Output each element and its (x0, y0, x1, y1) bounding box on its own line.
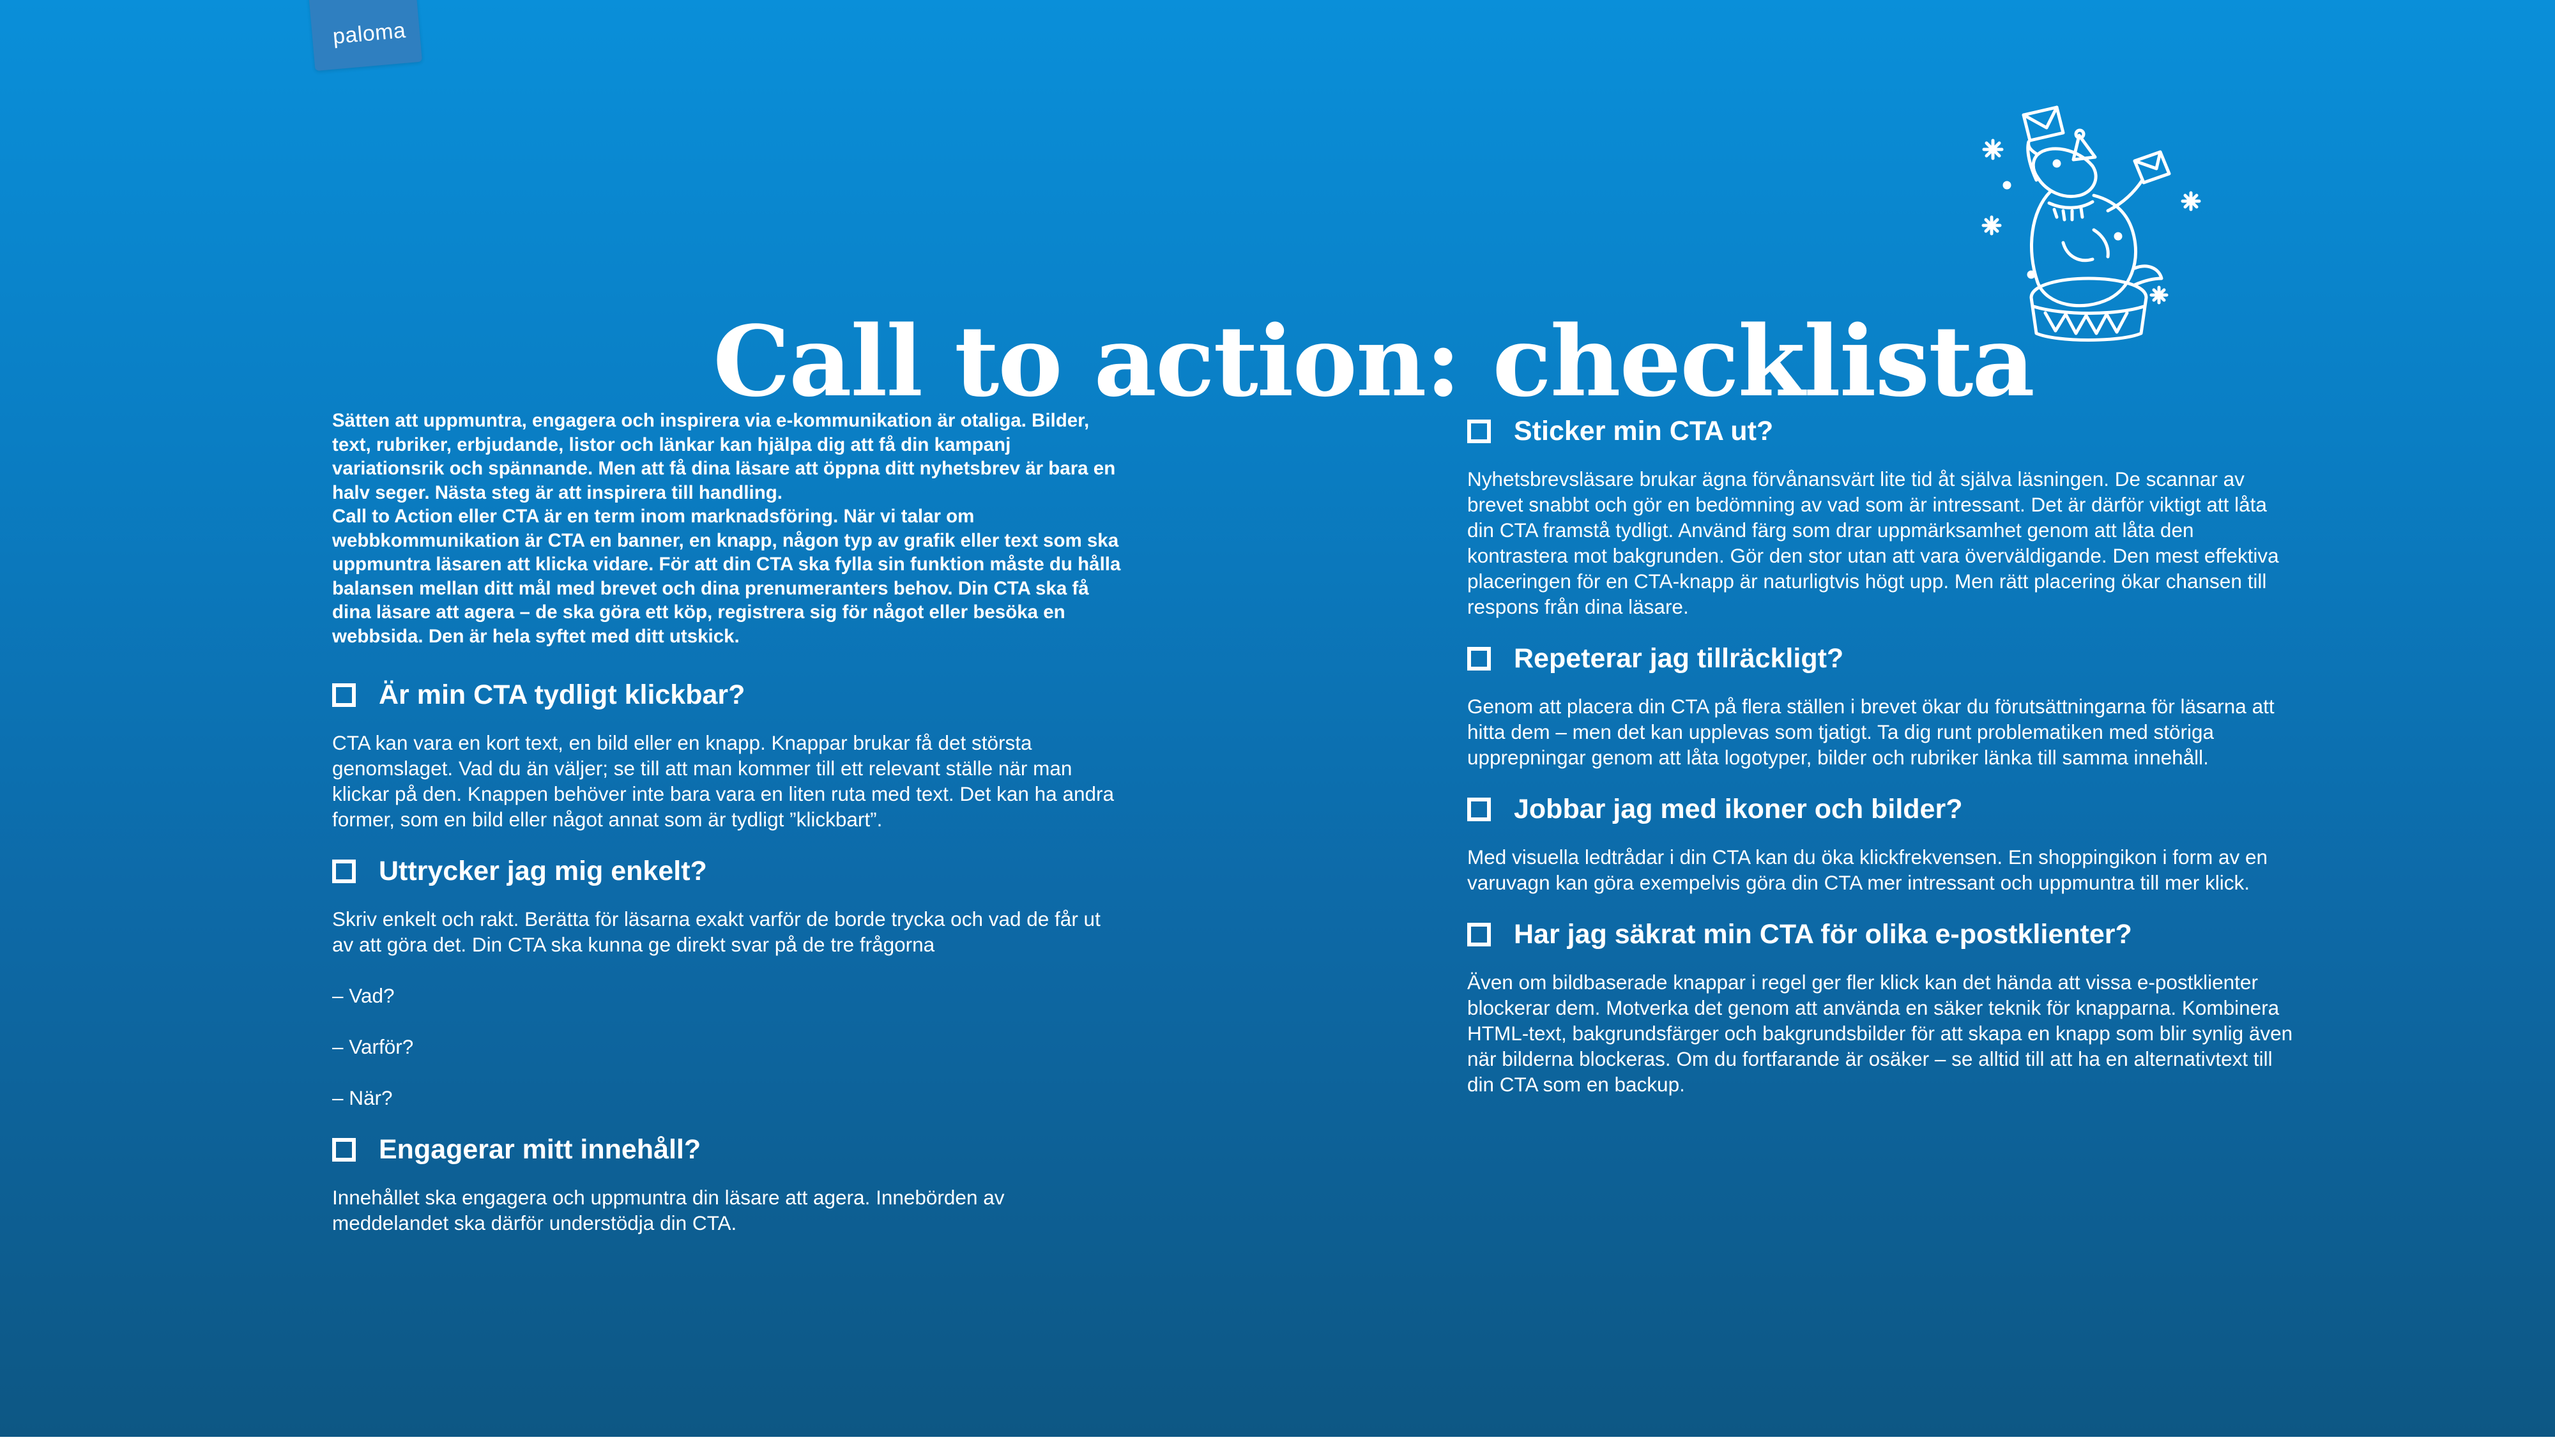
seal-mascot-icon (1967, 96, 2210, 345)
intro-paragraph: Call to Action eller CTA är en term inom marknadsföring. När vi talar om webbkommunikation är CTA en banner, en knapp, någon typ av grafik eller text som ska uppmuntra läsaren att klicka vidare. För att din CTA ska fylla sin funktion måste du hålla balansen mellan ditt mål med brevet och dina prenumeranters behov. Din CTA ska få dina läsare att agera – de ska göra ett köp, registrera sig för något eller besöka en webbsida. Den är hela syftet med ditt utskick. (332, 506, 1121, 647)
body-list-item: – Varför? (332, 1035, 414, 1058)
checkbox-empty-icon[interactable] (1467, 798, 1491, 821)
paloma-logo[interactable] (309, 0, 422, 71)
checklist-item (1467, 912, 2298, 1114)
checkbox-empty-icon[interactable] (1467, 647, 1491, 671)
page-title: Call to action: checklista (713, 303, 2034, 418)
checklist-heading (1467, 787, 2298, 831)
intro-paragraph: Sätten att uppmuntra, engagera och inspirera via e-kommunikation är otaliga. Bilder, text, rubriker, erbjudande, listor och länkar kan hjälpa dig att få din kampanj variationsrik och spännande. Men att få dina läsare att öppna ditt nyhetsbrev är bara en halv seger. Nästa steg är att inspirera till handling. (332, 410, 1116, 503)
body-paragraph: Skriv enkelt och rakt. Berätta för läsarna exakt varför de borde trycka och vad de får ut av att göra det. Din CTA ska kunna ge direkt svar på de tre frågorna (332, 907, 1101, 956)
sparkle-icon (1983, 217, 2000, 234)
checklist-item (1467, 636, 2298, 787)
body-paragraph: Med visuella ledtrådar i din CTA kan du öka klickfrekvensen. En shoppingikon i form av en varuvagn kan göra exempelvis göra din CTA mer intressant och uppmuntra till mer klick. (1467, 846, 2268, 894)
checklist-heading (1467, 636, 2298, 681)
body-paragraph: Innehållet ska engagera och uppmuntra din läsare att agera. Innebörden av meddelandet ska därför understödja din CTA. (332, 1186, 1005, 1234)
checklist-item (332, 849, 1124, 1127)
heading-label: Jobbar jag med ikoner och bilder? (1514, 793, 1963, 824)
right-column (1467, 409, 2298, 1114)
checklist-item (1467, 787, 2298, 912)
checklist-body (332, 893, 1124, 1127)
sparkle-icon (2183, 193, 2199, 209)
body-list-item: – När? (332, 1086, 393, 1109)
body-paragraph: CTA kan vara en kort text, en bild eller en knapp. Knappar brukar få det största genomslaget. Vad du än väljer; se till att man kommer till ett relevant ställe när man klickar på den. Knappen behöver inte bara vara en liten ruta med text. Det kan ha andra former, som en bild eller något annat som är tydligt ”klickbart”. (332, 731, 1115, 831)
body-list-item: – Vad? (332, 984, 395, 1007)
heading-label: Engagerar mitt innehåll? (379, 1134, 701, 1165)
sparkle-icon (2151, 287, 2167, 303)
checkbox-empty-icon[interactable] (1467, 923, 1491, 946)
checklist-item (332, 1127, 1124, 1252)
checklist-body (1467, 831, 2298, 912)
checklist-item (1467, 409, 2298, 636)
body-paragraph: Genom att placera din CTA på flera ställen i brevet ökar du förutsättningarna för läsarna att hitta dem – men det kan upplevas som tjatigt. Ta dig runt problematiken med störiga upprepningar genom att låta logotyper, bilder och rubriker länka till samma innehåll. (1467, 695, 2275, 769)
heading-label: Uttrycker jag mig enkelt? (379, 855, 707, 886)
checklist-item (332, 672, 1124, 849)
checklist-body (332, 1172, 1124, 1252)
checkbox-empty-icon[interactable] (332, 860, 356, 883)
body-paragraph: Även om bildbaserade knappar i regel ger fler klick kan det hända att vissa e-postklienter blockerar dem. Motverka det genom att använda en säker teknik för knapparna. Kombinera HTML-text, bakgrundsfärger och bakgrundsbilder för att skapa en knapp som blir synlig även när bilderna blockeras. Om du fortfarande är osäker – se alltid till att ha en alternativtext till din CTA som en backup. (1467, 971, 2293, 1096)
checklist-heading (332, 672, 1124, 717)
intro-text (332, 409, 1124, 648)
checklist-heading (332, 1127, 1124, 1172)
logo-text: paloma (332, 18, 407, 49)
checklist-body (332, 717, 1124, 849)
checkbox-empty-icon[interactable] (332, 1138, 356, 1162)
checklist-heading (1467, 409, 2298, 453)
envelope-icon (2135, 152, 2169, 183)
checkbox-empty-icon[interactable] (1467, 420, 1491, 443)
checkbox-empty-icon[interactable] (332, 683, 356, 707)
checklist-body (1467, 453, 2298, 636)
left-column (332, 409, 1124, 1252)
checklist-body (1467, 957, 2298, 1114)
body-paragraph: Nyhetsbrevsläsare brukar ägna förvånansvärt lite tid åt själva läsningen. De scannar av brevet snabbt och gör en bedömning av vad som är intressant. Det är därför viktigt att låta din CTA framstå tydligt. Använd färg som drar uppmärksamhet genom att låta den kontrastera mot bakgrunden. Gör den stor utan att vara överväldigande. Den mest effektiva placeringen för en CTA-knapp är naturligtvis högt upp. Men rätt placering ökar chansen till respons från dina läsare. (1467, 467, 2279, 618)
heading-label: Är min CTA tydligt klickbar? (379, 679, 745, 710)
sparkle-icon (1984, 140, 2002, 158)
heading-label: Har jag säkrat min CTA för olika e-postklienter? (1514, 918, 2132, 950)
checklist-heading (1467, 912, 2298, 957)
checklist-body (1467, 681, 2298, 787)
envelope-icon (2024, 107, 2063, 140)
heading-label: Sticker min CTA ut? (1514, 415, 1774, 446)
checklist-heading (332, 849, 1124, 893)
heading-label: Repeterar jag tillräckligt? (1514, 642, 1844, 674)
